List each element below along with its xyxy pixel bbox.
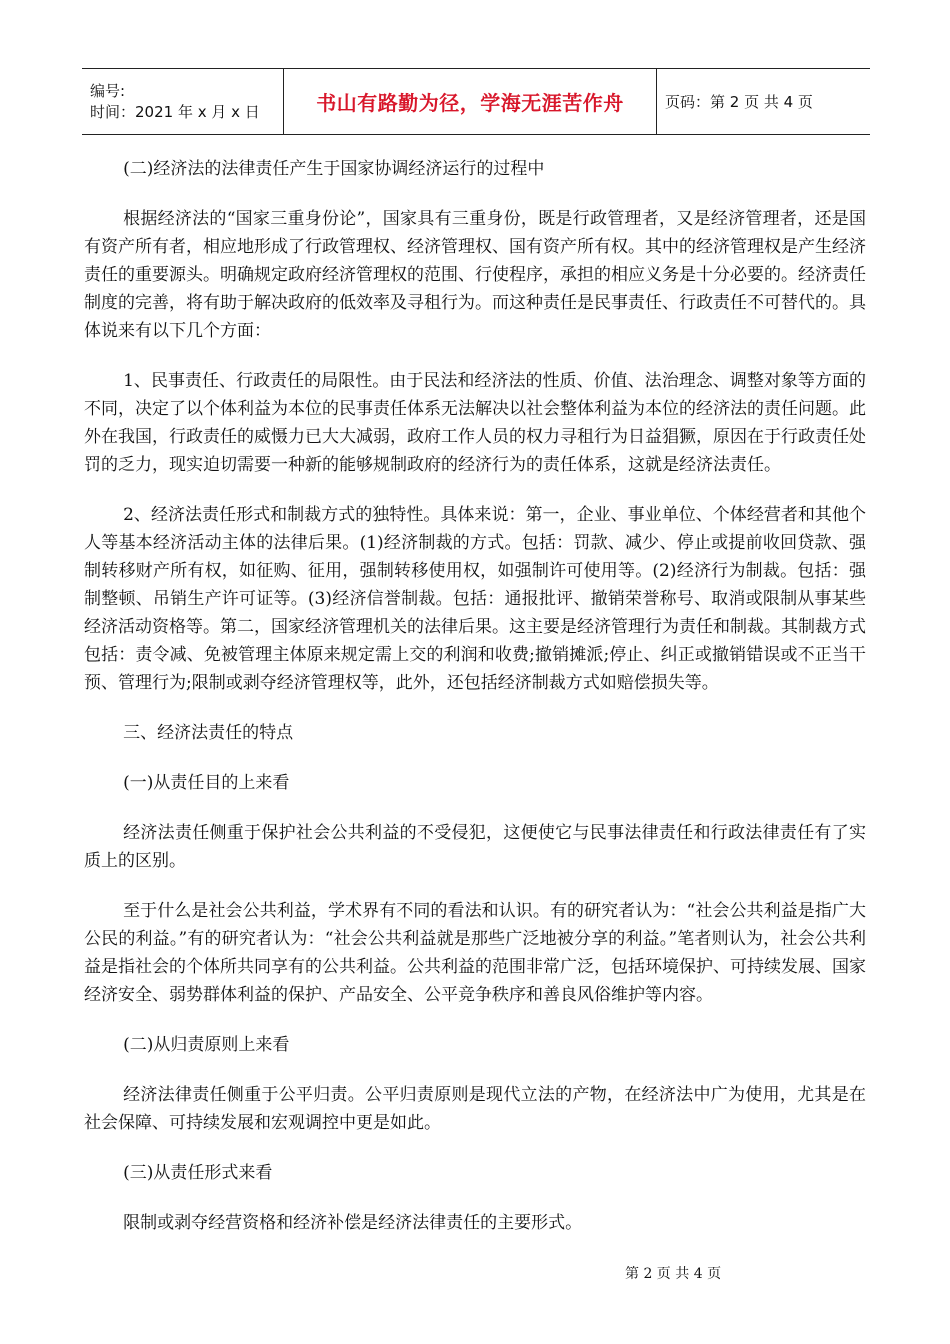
body-paragraph: 限制或剥夺经营资格和经济补偿是经济法律责任的主要形式。: [123, 1213, 583, 1233]
header-motto: 书山有路勤为径，学海无涯苦作舟: [316, 91, 624, 115]
document-date: 时间：2021 年 x 月 x 日: [90, 102, 260, 121]
document-code-label: 编号:: [90, 81, 126, 100]
section-heading: (二)经济法的法律责任产生于国家协调经济运行的过程中: [123, 159, 545, 179]
header-middle-cell: [284, 69, 657, 134]
section-heading: 三、经济法责任的特点: [123, 723, 294, 743]
header-right-cell: [657, 69, 870, 134]
section-heading: (二)从归责原则上来看: [123, 1035, 290, 1055]
header-page-info: 页码：第 2 页 共 4 页: [665, 93, 813, 111]
body-paragraph: 2、经济法责任形式和制裁方式的独特性。具体来说：第一，企业、事业单位、个体经营者和其他个人等基本经济活动主体的法律后果。(1)经济制裁的方式。包括：罚款、减少、停止或提前收回贷款、强制转移财产所有权，如征购、征用，强制转移使用权，如强制许可使用等。(2)经济行为制裁。包括：强制整顿、吊销生产许可证等。(3)经济信誉制裁。包括：通报批评、撤销荣誉称号、取消或限制从事某些经济活动资格等。第二，国家经济管理机关的法律后果。这主要是经济管理行为责任和制裁。其制裁方式包括：责令减、免被管理主体原来规定需上交的利润和收费;撤销摊派;停止、纠正或撤销错误或不正当干预、管理行为;限制或剥夺经济管理权等，此外，还包括经济制裁方式如赔偿损失等。: [84, 505, 866, 693]
page-footer: 第 2 页 共 4 页: [625, 1266, 722, 1282]
header-left-cell: [82, 69, 284, 134]
body-paragraph: 经济法责任侧重于保护社会公共利益的不受侵犯，这便使它与民事法律责任和行政法律责任有了实质上的区别。: [84, 823, 866, 871]
page-header: [82, 68, 870, 135]
body-paragraph: 至于什么是社会公共利益，学术界有不同的看法和认识。有的研究者认为：“社会公共利益是指广大公民的利益。”有的研究者认为：“社会公共利益就是那些广泛地被分享的利益。”笔者则认为，社会公共利益是指社会的个体所共同享有的公共利益。公共利益的范围非常广泛，包括环境保护、可持续发展、国家经济安全、弱势群体利益的保护、产品安全、公平竞争秩序和善良风俗维护等内容。: [84, 901, 866, 1005]
section-heading: (一)从责任目的上来看: [123, 773, 290, 793]
body-paragraph: 根据经济法的“国家三重身份论”，国家具有三重身份，既是行政管理者，又是经济管理者，还是国有资产所有者，相应地形成了行政管理权、经济管理权、国有资产所有权。其中的经济管理权是产生经济责任的重要源头。明确规定政府经济管理权的范围、行使程序，承担的相应义务是十分必要的。经济责任制度的完善，将有助于解决政府的低效率及寻租行为。而这种责任是民事责任、行政责任不可替代的。具体说来有以下几个方面：: [84, 209, 866, 341]
section-heading: (三)从责任形式来看: [123, 1163, 273, 1183]
document-body: [84, 155, 866, 1259]
body-paragraph: 1、民事责任、行政责任的局限性。由于民法和经济法的性质、价值、法治理念、调整对象等方面的不同，决定了以个体利益为本位的民事责任体系无法解决以社会整体利益为本位的经济法的责任问题。此外在我国，行政责任的威慑力已大大减弱，政府工作人员的权力寻租行为日益猖獗，原因在于行政责任处罚的乏力，现实迫切需要一种新的能够规制政府的经济行为的责任体系，这就是经济法责任。: [84, 371, 866, 475]
body-paragraph: 经济法律责任侧重于公平归责。公平归责原则是现代立法的产物，在经济法中广为使用，尤其是在社会保障、可持续发展和宏观调控中更是如此。: [84, 1085, 866, 1133]
